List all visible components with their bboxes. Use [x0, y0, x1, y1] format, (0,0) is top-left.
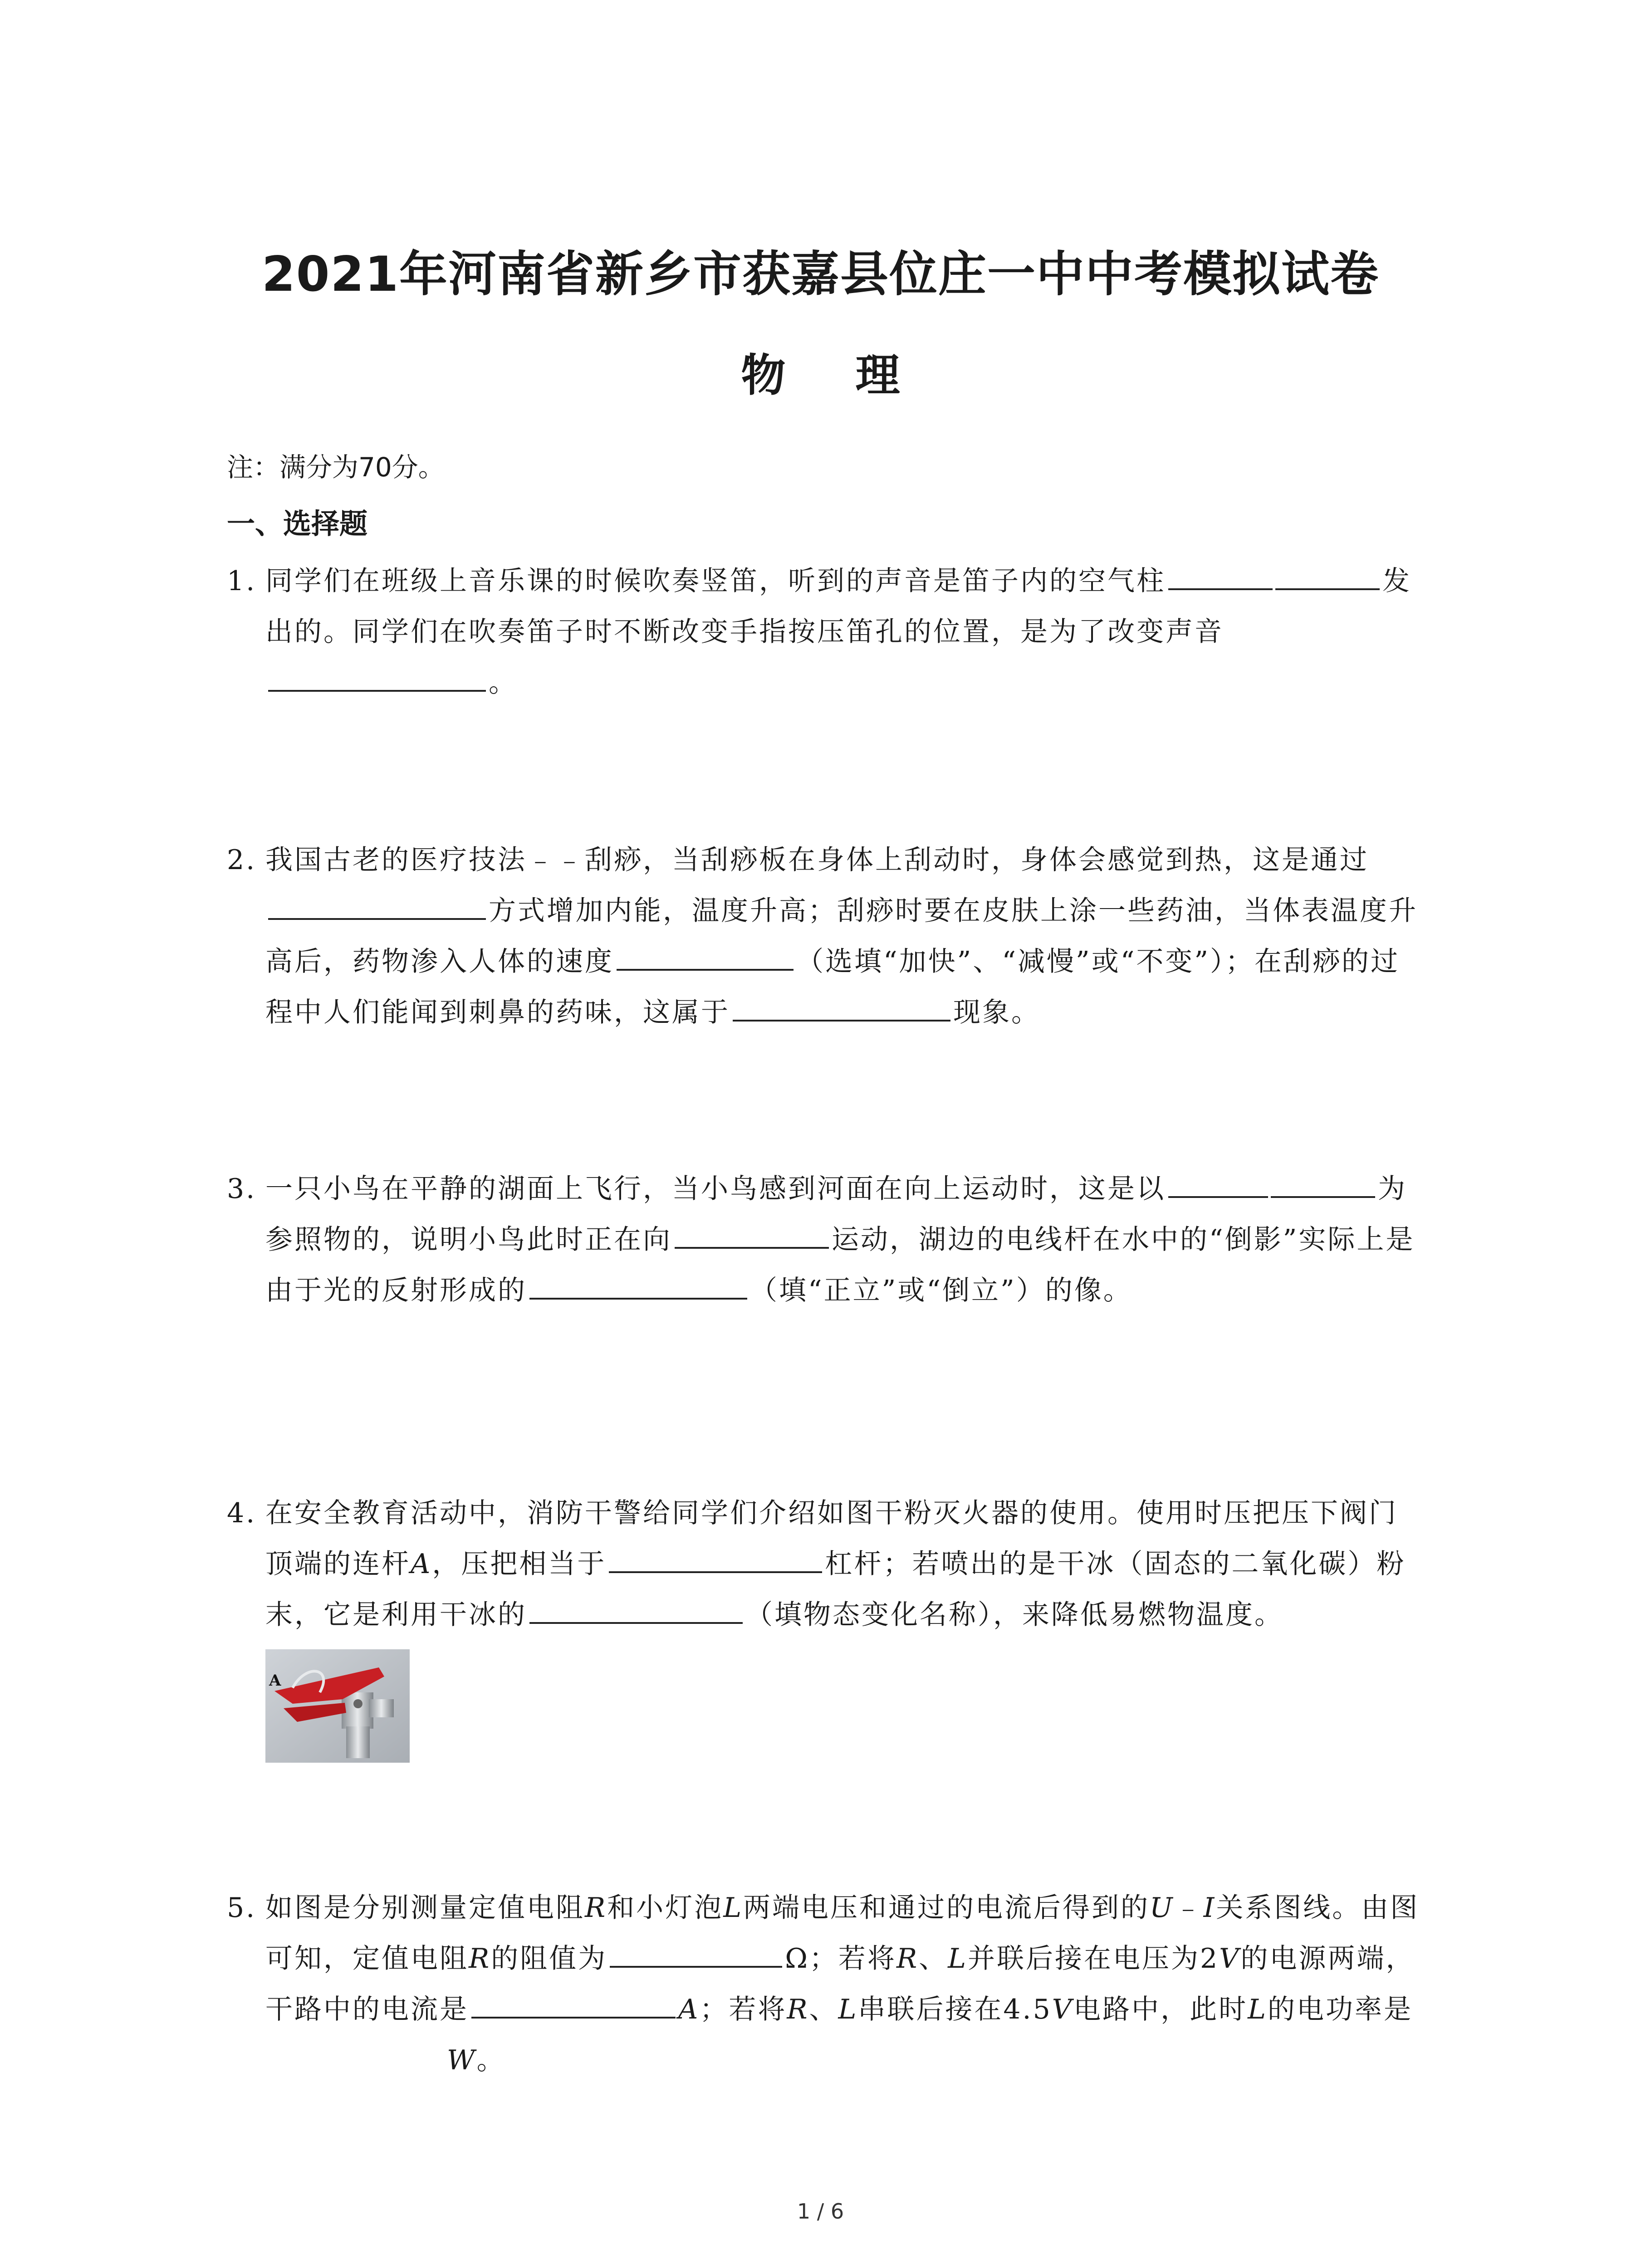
answer-blank[interactable]	[1168, 1163, 1268, 1198]
exam-subject: 物 理	[741, 350, 927, 401]
exam-title: 2021年河南省新乡市获嘉县位庄一中中考模拟试卷	[261, 246, 1380, 302]
answer-blank[interactable]	[268, 885, 486, 920]
question-number: 3.	[227, 1173, 257, 1205]
answer-blank[interactable]	[675, 1214, 829, 1249]
answer-blank[interactable]	[617, 936, 794, 971]
answer-blank[interactable]	[609, 1539, 822, 1573]
answer-blank[interactable]	[610, 1933, 782, 1968]
fire-extinguisher-valve-photo	[265, 1649, 410, 1763]
question-4: 4. 在安全教育活动中，消防干警给同学们介绍如图干粉灭火器的使用。使用时压把压下阀门顶端的连杆A，压把相当于 杠杆；若喷出的是干冰（固态的二氧化碳）粉末，它是利用干冰的 （填物态变化名称），来降低易燃物温度。 A	[227, 1488, 1425, 1763]
answer-blank[interactable]	[1271, 1163, 1375, 1198]
page-number: 1 / 6	[797, 2199, 844, 2224]
answer-blank[interactable]	[268, 657, 486, 692]
question-1: 1. 同学们在班级上音乐课的时候吹奏竖笛，听到的声音是笛子内的空气柱 发出的。同学们在吹奏笛子时不断改变手指按压笛孔的位置，是为了改变声音。	[227, 556, 1425, 708]
section-heading: 一、选择题	[227, 507, 368, 540]
question-5: 5. 如图是分别测量定值电阻R和小灯泡L两端电压和通过的电流后得到的U﹣I关系图线。由图可知，定值电阻R的阻值为 Ω；若将R、L并联后接在电压为2V的电源两端，干路中的电流是 A；若将R、L串联后接在4.5V电路中，此时L的电功率是W。	[227, 1882, 1425, 2086]
question-number: 4.	[227, 1497, 257, 1529]
answer-blank[interactable]	[529, 1589, 743, 1624]
question-2: 2. 我国古老的医疗技法﹣﹣刮痧，当刮痧板在身体上刮动时，身体会感觉到热，这是通过方式增加内能，温度升高；刮痧时要在皮肤上涂一些药油，当体表温度升高后，药物渗入人体的速度 （选填“加快”、“减慢”或“不变”）；在刮痧的过程中人们能闻到刺鼻的药味，这属于 现象。	[227, 835, 1425, 1038]
figure-label-a: A	[269, 1672, 283, 1690]
answer-blank[interactable]	[1168, 556, 1273, 590]
question-3: 3. 一只小鸟在平静的湖面上飞行，当小鸟感到河面在向上运动时，这是以 为参照物的，说明小鸟此时正在向 运动，湖边的电线杆在水中的“倒影”实际上是由于光的反射形成的 （填“正立”或“倒立”）的像。	[227, 1163, 1425, 1316]
score-note: 注：满分为70分。	[227, 452, 445, 483]
answer-blank[interactable]	[471, 1984, 676, 2019]
question-number: 1.	[227, 565, 257, 597]
question-number: 2.	[227, 844, 257, 876]
answer-blank[interactable]	[1275, 556, 1380, 590]
answer-blank[interactable]	[733, 987, 950, 1022]
question-number: 5.	[227, 1892, 257, 1924]
answer-blank[interactable]	[529, 1265, 747, 1300]
